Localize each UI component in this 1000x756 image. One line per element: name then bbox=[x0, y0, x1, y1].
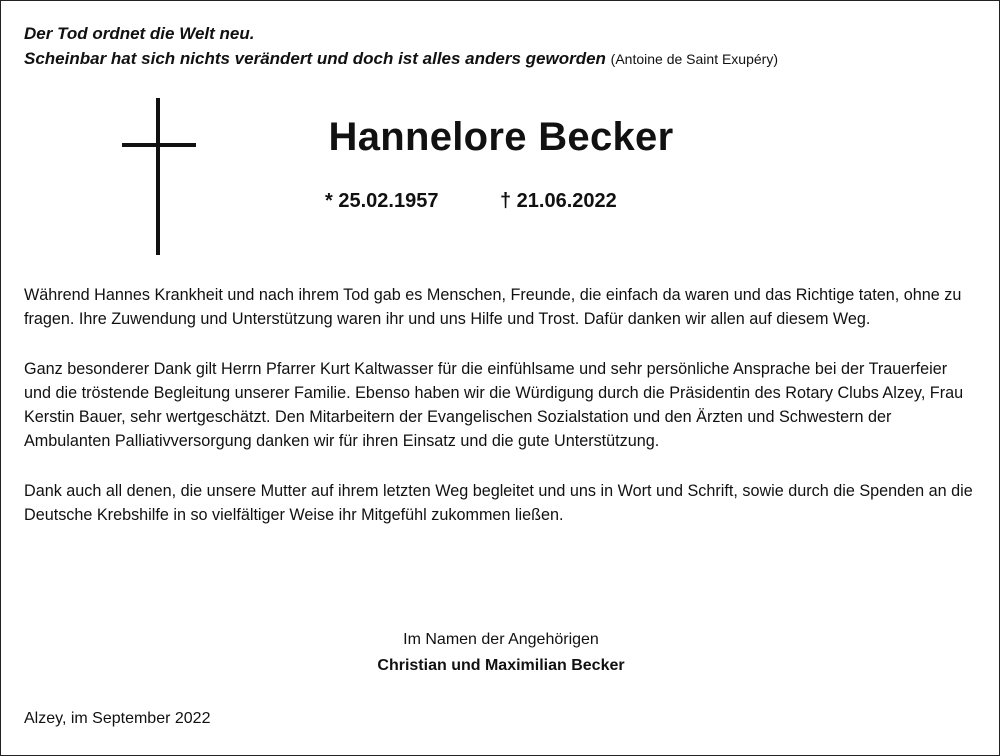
cross-icon bbox=[122, 98, 196, 255]
paragraph-2: Ganz besonderer Dank gilt Herrn Pfarrer Kurt Kaltwasser für die einfühlsame und sehr persönliche Ansprache bei der Trauerfeier und die tröstende Begleitung unserer Familie. Ebenso haben wir die Würdigung durch die Präsidentin des Rotary Clubs Alzey, Frau Kerstin Bauer, sehr wertgeschätzt. Den Mitarbeitern der Evangelischen Sozialstation und den Ärzten und Schwestern der Ambulanten Palliativversorgung danken wir für ihren Einsatz und die gute Unterstützung. bbox=[24, 360, 964, 450]
thank-you-text bbox=[24, 283, 974, 553]
quote-line-1: Der Tod ordnet die Welt neu. bbox=[24, 24, 255, 43]
quote-line-2 bbox=[24, 46, 778, 72]
quote-author: (Antoine de Saint Exupéry) bbox=[610, 51, 778, 67]
signature-block bbox=[301, 627, 701, 679]
signature-names: Christian und Maximilian Becker bbox=[377, 657, 625, 674]
quote-block bbox=[24, 21, 778, 72]
deceased-name: Hannelore Becker bbox=[328, 115, 674, 159]
signature-intro: Im Namen der Angehörigen bbox=[403, 631, 599, 648]
life-dates bbox=[325, 187, 617, 215]
death-date: † 21.06.2022 bbox=[500, 190, 617, 212]
birth-date: * 25.02.1957 bbox=[325, 190, 439, 212]
place-date: Alzey, im September 2022 bbox=[24, 710, 211, 727]
paragraph-1: Während Hannes Krankheit und nach ihrem Tod gab es Menschen, Freunde, die einfach da waren und das Richtige taten, ohne zu fragen. Ihre Zuwendung und Unterstützung waren ihr und uns Hilfe und Trost. Dafür danken wir allen auf diesem Weg. bbox=[24, 286, 962, 328]
paragraph-3: Dank auch all denen, die unsere Mutter auf ihrem letzten Weg begleitet und uns in Wort und Schrift, sowie durch die Spenden an die Deutsche Krebshilfe in so vielfältiger Weise ihr Mitgefühl zukommen ließen. bbox=[24, 482, 973, 524]
quote-line-2-text: Scheinbar hat sich nichts verändert und doch ist alles anders geworden bbox=[24, 49, 606, 68]
cross-horizontal-bar bbox=[122, 143, 196, 147]
cross-vertical-bar bbox=[156, 98, 160, 255]
